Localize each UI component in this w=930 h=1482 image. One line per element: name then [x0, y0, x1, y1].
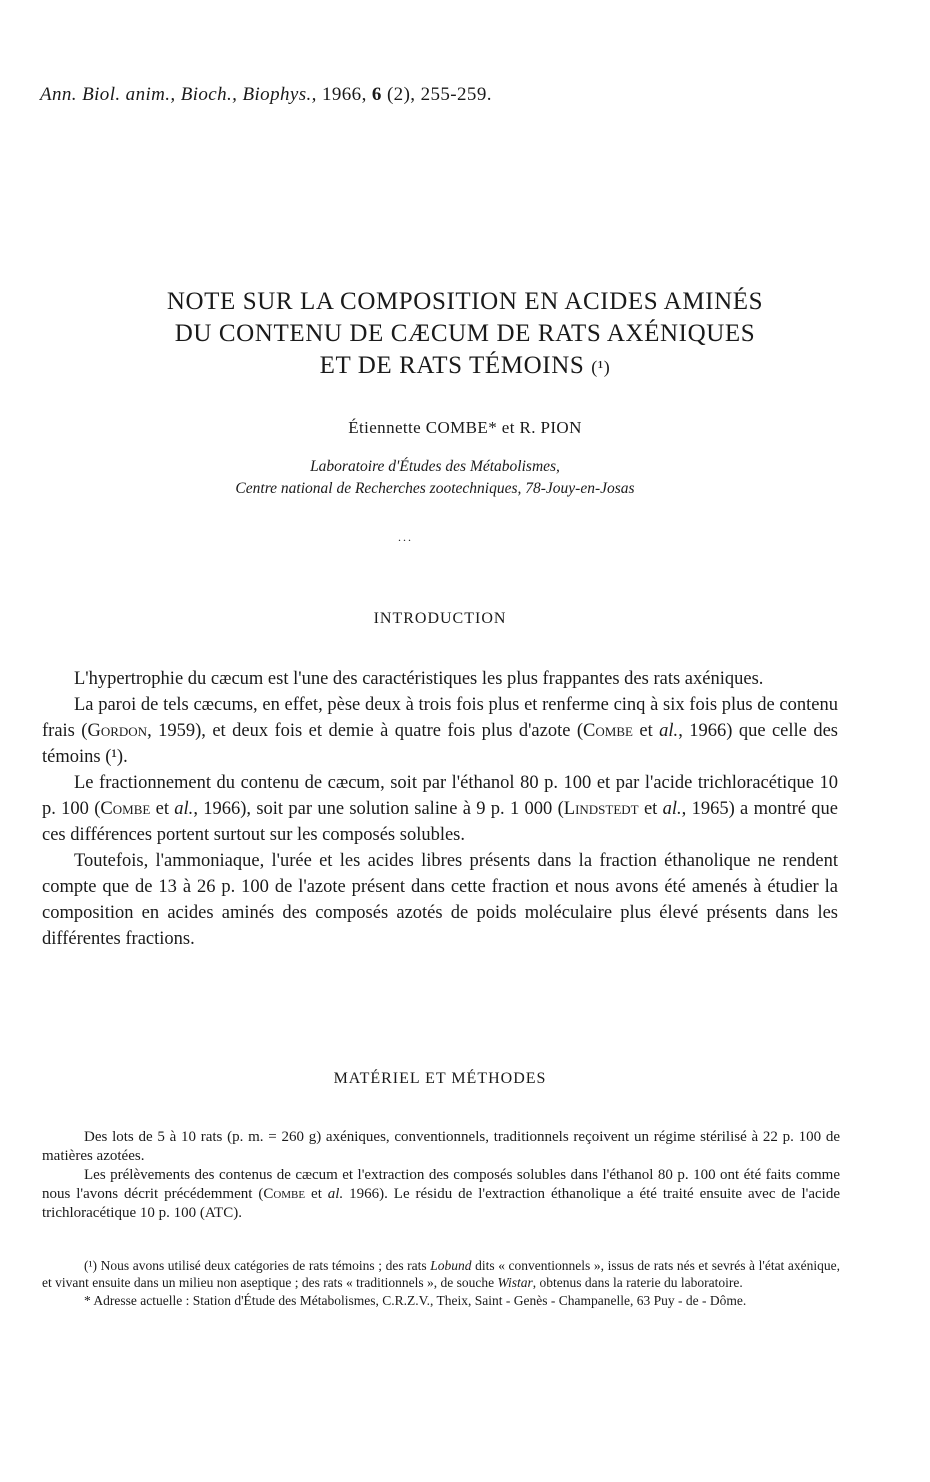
journal-volume: 6: [371, 84, 382, 105]
footnotes: [42, 1258, 840, 1310]
citation-gordon: Gordon: [87, 721, 148, 741]
title-line-2: DU CONTENU DE CÆCUM DE RATS AXÉNIQUES: [174, 320, 756, 347]
citation-lindstedt: Lindstedt: [563, 799, 639, 819]
intro-paragraph-1: L'hypertrophie du cæcum est l'une des caractéristiques les plus frappantes des rats axéniques.: [74, 669, 764, 689]
affiliation-line-2: Centre national de Recherches zootechniques, 78-Jouy-en-Josas: [235, 480, 635, 497]
introduction-heading: INTRODUCTION: [373, 610, 507, 627]
title-line-3: [0, 350, 930, 383]
intro-paragraph-2: La paroi de tels cæcums, en effet, pèse deux à trois fois plus et renferme cinq à six fois plus de contenu frais (Gordon, 1959), et deux fois et demie à quatre fois plus d'azote (Combe et al., 1966) que celle des témoins (¹).: [42, 695, 838, 767]
citation-combe: Combe: [263, 1186, 306, 1202]
methods-heading: MATÉRIEL ET MÉTHODES: [333, 1070, 547, 1087]
authors: Étiennette COMBE* et R. PION: [348, 418, 582, 437]
methods-paragraph-2: Les prélèvements des contenus de cæcum et l'extraction des composés solubles dans l'éthanol 80 p. 100 ont été faits comme nous l'avons décrit précédemment (Combe et al. 1966). Le résidu de l'extraction éthanolique a été traité ensuite avec de l'acide trichloracétique 10 p. 100 (ATC).: [42, 1167, 840, 1221]
affiliation-line-1: Laboratoire d'Études des Métabolismes,: [310, 458, 560, 475]
journal-year: 1966,: [321, 84, 367, 105]
methods-paragraph-1: Des lots de 5 à 10 rats (p. m. = 260 g) axéniques, conventionnels, traditionnels reçoivent un régime stérilisé à 22 p. 100 de matières azotées.: [42, 1129, 840, 1164]
section-separator: ...: [398, 530, 413, 544]
citation-combe: Combe: [100, 799, 151, 819]
journal-name: Ann. Biol. anim., Bioch., Biophys.,: [40, 84, 317, 105]
citation-combe: Combe: [583, 721, 633, 741]
title-footnote-ref: (¹): [591, 357, 611, 377]
title-line-3-text: ET DE RATS TÉMOINS: [319, 352, 585, 379]
footnote-1: (¹) Nous avons utilisé deux catégories de rats témoins ; des rats Lobund dits « conventionnels », issus de rats nés et sevrés à l'état axénique, et vivant ensuite dans un milieu non aseptique ; des rats « traditionnels », de souche Wistar, obtenus dans la raterie du laboratoire.: [42, 1258, 840, 1290]
intro-paragraph-4: Toutefois, l'ammoniaque, l'urée et les acides libres présents dans la fraction éthanolique ne rendent compte que de 13 à 26 p. 100 de l'azote présent dans cette fraction et nous avons été amenés à étudier la composition en acides aminés des composés azotés de poids moléculaire plus élevé présents dans les différentes fractions.: [42, 851, 838, 949]
title-line-1: NOTE SUR LA COMPOSITION EN ACIDES AMINÉS: [166, 288, 764, 315]
affiliation: [0, 456, 870, 500]
introduction-body: [42, 666, 838, 952]
methods-body: [42, 1128, 840, 1223]
intro-paragraph-3: Le fractionnement du contenu de cæcum, soit par l'éthanol 80 p. 100 et par l'acide trichloracétique 10 p. 100 (Combe et al., 1966), soit par une solution saline à 9 p. 1 000 (Lindstedt et al., 1965) a montré que ces différences portent surtout sur les composés solubles.: [42, 773, 838, 845]
article-title: [0, 286, 930, 383]
footnote-address: * Adresse actuelle : Station d'Étude des Métabolismes, C.R.Z.V., Theix, Saint - Genès - Champanelle, 63 Puy - de - Dôme.: [84, 1293, 747, 1308]
journal-citation: [40, 84, 492, 106]
journal-issue-pages: (2), 255-259.: [386, 84, 492, 105]
